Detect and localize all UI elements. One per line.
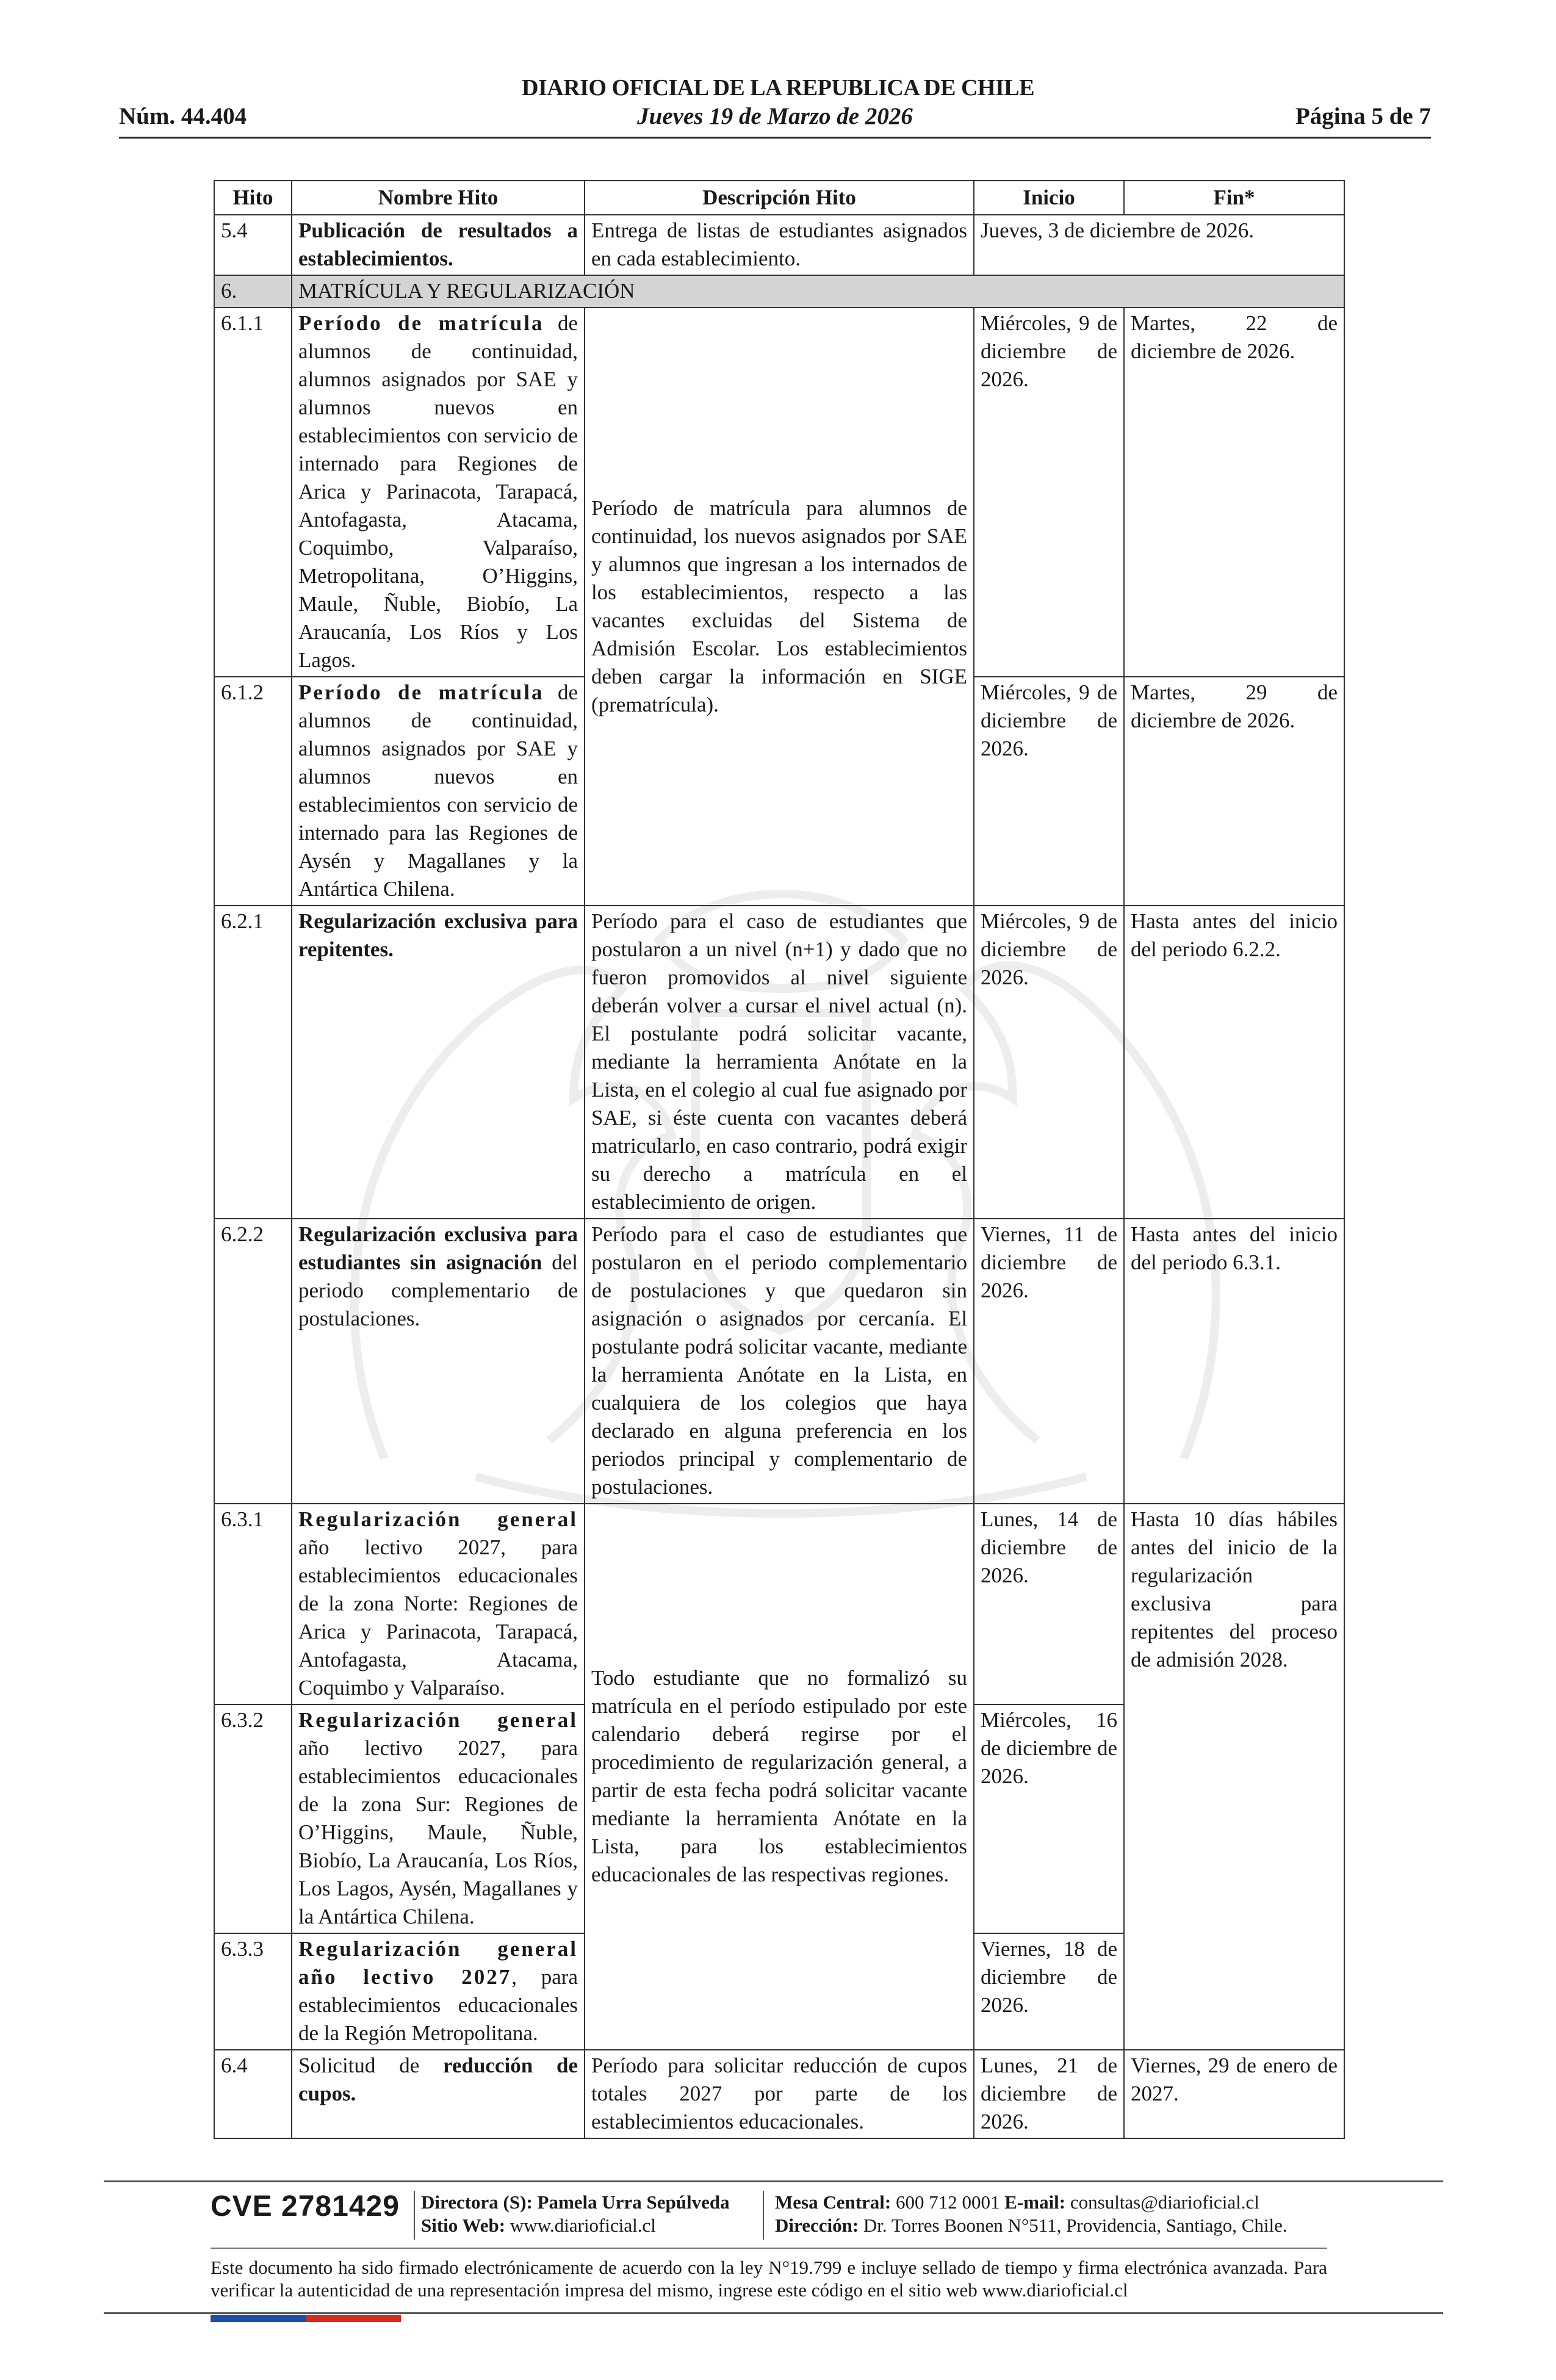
hito-code: 6.3.2 [214, 1704, 292, 1933]
column-header-descripcion: Descripción Hito [585, 181, 974, 215]
hito-name-bold: Regularización general año lectivo 2027 [298, 1937, 578, 1989]
direccion-value: Dr. Torres Boonen N°511, Providencia, Santiago, Chile. [863, 2215, 1288, 2236]
hito-start: Miércoles, 16 de diciembre de 2026. [974, 1704, 1124, 1933]
hito-end: Viernes, 29 de enero de 2027. [1124, 2050, 1344, 2138]
chile-flag-stripe [211, 2315, 401, 2322]
hito-code: 6.1.1 [214, 308, 292, 677]
footer-separator [763, 2191, 764, 2240]
hito-code: 6.1.2 [214, 677, 292, 906]
column-header-hito: Hito [214, 181, 292, 215]
hito-description: Todo estudiante que no formalizó su matrícula en el período estipulado por este calendario deberá regirse por el procedimiento de regularización general, a partir de esta fecha podrá solicitar vacante mediante la herramienta Anótate en la Lista, para los establecimientos educacionales de las respectivas regiones. [585, 1504, 974, 2050]
email-link[interactable]: consultas@diarioficial.cl [1070, 2191, 1259, 2213]
flag-blue-segment [211, 2315, 306, 2322]
hito-name [292, 308, 585, 677]
newspaper-title: DIARIO OFICIAL DE LA REPUBLICA DE CHILE [522, 75, 1034, 101]
hito-name [292, 677, 585, 906]
column-header-nombre: Nombre Hito [292, 181, 585, 215]
header-divider [119, 137, 1431, 139]
hito-name: Regularización exclusiva para repitentes. [292, 906, 585, 1219]
hito-start: Lunes, 21 de diciembre de 2026. [974, 2050, 1124, 2138]
flag-red-segment [306, 2315, 401, 2322]
footer-divider-top [104, 2180, 1443, 2182]
footer-divider-bottom [104, 2312, 1443, 2314]
table-row [214, 308, 1344, 677]
sitio-link[interactable]: www.diarioficial.cl [510, 2215, 656, 2236]
hito-name-bold: Regularización exclusiva para estudiantes sin asignación [298, 1222, 578, 1274]
table-row [214, 1504, 1344, 1704]
header-row [119, 103, 1431, 133]
column-header-fin: Fin* [1124, 181, 1344, 215]
hito-name [292, 1504, 585, 1704]
email-label: E-mail: [1004, 2191, 1066, 2213]
calendar-table [214, 180, 1345, 2139]
hito-date: Jueves, 3 de diciembre de 2026. [974, 215, 1344, 275]
hito-name-rest: de alumnos de continuidad, alumnos asignados por SAE y alumnos nuevos en establecimientos con servicio de internado para Regiones de Arica y Parinacota, Tarapacá, Antofagasta, Atacama, Coquimbo, Valparaíso, Metropolitana, O’Higgins, Maule, Ñuble, Biobío, La Araucanía, Los Ríos y Los Lagos. [298, 311, 578, 672]
footer-divider-middle [211, 2248, 1327, 2249]
table-row [214, 2050, 1344, 2138]
hito-name-bold: Regularización general [298, 1708, 578, 1732]
hito-name [292, 1933, 585, 2050]
cve-code: CVE 2781429 [211, 2190, 400, 2223]
hito-end: Hasta antes del inicio del periodo 6.2.2. [1124, 906, 1344, 1219]
hito-name-bold: reducción de cupos. [298, 2054, 578, 2105]
issue-date: Jueves 19 de Marzo de 2026 [637, 103, 913, 129]
hito-start: Miércoles, 9 de diciembre de 2026. [974, 308, 1124, 677]
hito-description: Período para el caso de estudiantes que postularon en el periodo complementario de postulaciones y que quedaron sin asignación o asignados por cercanía. El postulante podrá solicitar vacante, mediante la herramienta Anótate en la Lista, en cualquiera de los colegios que haya declarado en alguna preferencia en los periodos principal y complementario de postulaciones. [585, 1219, 974, 1504]
mesa-central [775, 2191, 1288, 2214]
hito-start: Miércoles, 9 de diciembre de 2026. [974, 677, 1124, 906]
hito-end: Martes, 29 de diciembre de 2026. [1124, 677, 1344, 906]
hito-description: Período para solicitar reducción de cupos totales 2027 por parte de los establecimientos educacionales. [585, 2050, 974, 2138]
hito-name-bold: Período de matrícula [298, 680, 544, 704]
hito-name [292, 1704, 585, 1933]
hito-code: 6.3.3 [214, 1933, 292, 2050]
hito-name-rest: de alumnos de continuidad, alumnos asignados por SAE y alumnos nuevos en establecimientos con servicio de internado para las Regiones de Aysén y Magallanes y la Antártica Chilena. [298, 680, 578, 901]
hito-end: Hasta antes del inicio del periodo 6.3.1. [1124, 1219, 1344, 1504]
hito-name-rest: , para establecimientos educacionales de la Región Metropolitana. [298, 1965, 578, 2045]
hito-name: Publicación de resultados a establecimientos. [292, 215, 585, 275]
hito-name-rest: año lectivo 2027, para establecimientos educacionales de la zona Norte: Regiones de Arica y Parinacota, Tarapacá, Antofagasta, Atacama, Coquimbo y Valparaíso. [298, 1535, 578, 1700]
hito-description: Período de matrícula para alumnos de continuidad, los nuevos asignados por SAE y alumnos que ingresan a los internados de los establecimientos, respecto a las vacantes excluidas del Sistema de Admisión Escolar. Los establecimientos deben cargar la información en SIGE (prematrícula). [585, 308, 974, 906]
table-row [214, 906, 1344, 1219]
hito-start: Lunes, 14 de diciembre de 2026. [974, 1504, 1124, 1704]
direccion [775, 2214, 1288, 2237]
hito-code: 6.2.2 [214, 1219, 292, 1504]
sitio-web [421, 2214, 730, 2237]
mesa-value: 600 712 0001 [896, 2191, 1000, 2213]
hito-name-pre: Solicitud de [298, 2054, 444, 2077]
mesa-label: Mesa Central: [775, 2191, 891, 2213]
sitio-label: Sitio Web: [421, 2215, 506, 2236]
footer-contact-left [421, 2191, 730, 2237]
hito-code: 6.4 [214, 2050, 292, 2138]
footer-separator [414, 2191, 415, 2240]
table-header-row [214, 181, 1344, 215]
hito-code: 5.4 [214, 215, 292, 275]
directora-label: Directora (S): Pamela Urra Sepúlveda [421, 2191, 730, 2213]
section-code: 6. [214, 275, 292, 308]
hito-start: Viernes, 11 de diciembre de 2026. [974, 1219, 1124, 1504]
hito-description: Período para el caso de estudiantes que postularon a un nivel (n+1) y dado que no fueron promovidos al nivel siguiente deberán volver a cursar el nivel actual (n). El postulante podrá solicitar vacante, mediante la herramienta Anótate en la Lista, en el colegio al cual fue asignado por SAE, si éste cuenta con vacantes deberá matricularlo, en caso contrario, podrá exigir su derecho a matrícula en el establecimiento de origen. [585, 906, 974, 1219]
hito-name-rest: del periodo complementario de postulaciones. [298, 1250, 578, 1330]
table-row [214, 1219, 1344, 1504]
hito-end: Hasta 10 días hábiles antes del inicio de la regularización exclusiva para repitentes del proceso de admisión 2028. [1124, 1504, 1344, 2050]
hito-start: Viernes, 18 de diciembre de 2026. [974, 1933, 1124, 2050]
footer-contact-right [775, 2191, 1288, 2237]
hito-name-rest: año lectivo 2027, para establecimientos educacionales de la zona Sur: Regiones de O’Higgins, Maule, Ñuble, Biobío, La Araucanía, Los Ríos, Los Lagos, Aysén, Magallanes y la Antártica Chilena. [298, 1736, 578, 1928]
section-title: MATRÍCULA Y REGULARIZACIÓN [292, 275, 1344, 308]
signature-notice: Este documento ha sido firmado electrónicamente de acuerdo con la ley N°19.799 e incluye sellado de tiempo y firma electrónica avanzada. Para verificar la autenticidad de una representación impresa del mismo, ingrese este código en el sitio web www.diarioficial.cl [211, 2257, 1327, 2301]
hito-code: 6.3.1 [214, 1504, 292, 1704]
hito-start: Miércoles, 9 de diciembre de 2026. [974, 906, 1124, 1219]
section-row [214, 275, 1344, 308]
issue-number: Núm. 44.404 [119, 103, 247, 129]
hito-name [292, 1219, 585, 1504]
hito-code: 6.2.1 [214, 906, 292, 1219]
table-row [214, 215, 1344, 275]
column-header-inicio: Inicio [974, 181, 1124, 215]
hito-name [292, 2050, 585, 2138]
page-indicator: Página 5 de 7 [1295, 103, 1431, 129]
hito-name-bold: Regularización general [298, 1507, 578, 1531]
hito-end: Martes, 22 de diciembre de 2026. [1124, 308, 1344, 677]
direccion-label: Dirección: [775, 2215, 859, 2236]
hito-description: Entrega de listas de estudiantes asignados en cada establecimiento. [585, 215, 974, 275]
hito-name-bold: Período de matrícula [298, 311, 544, 335]
